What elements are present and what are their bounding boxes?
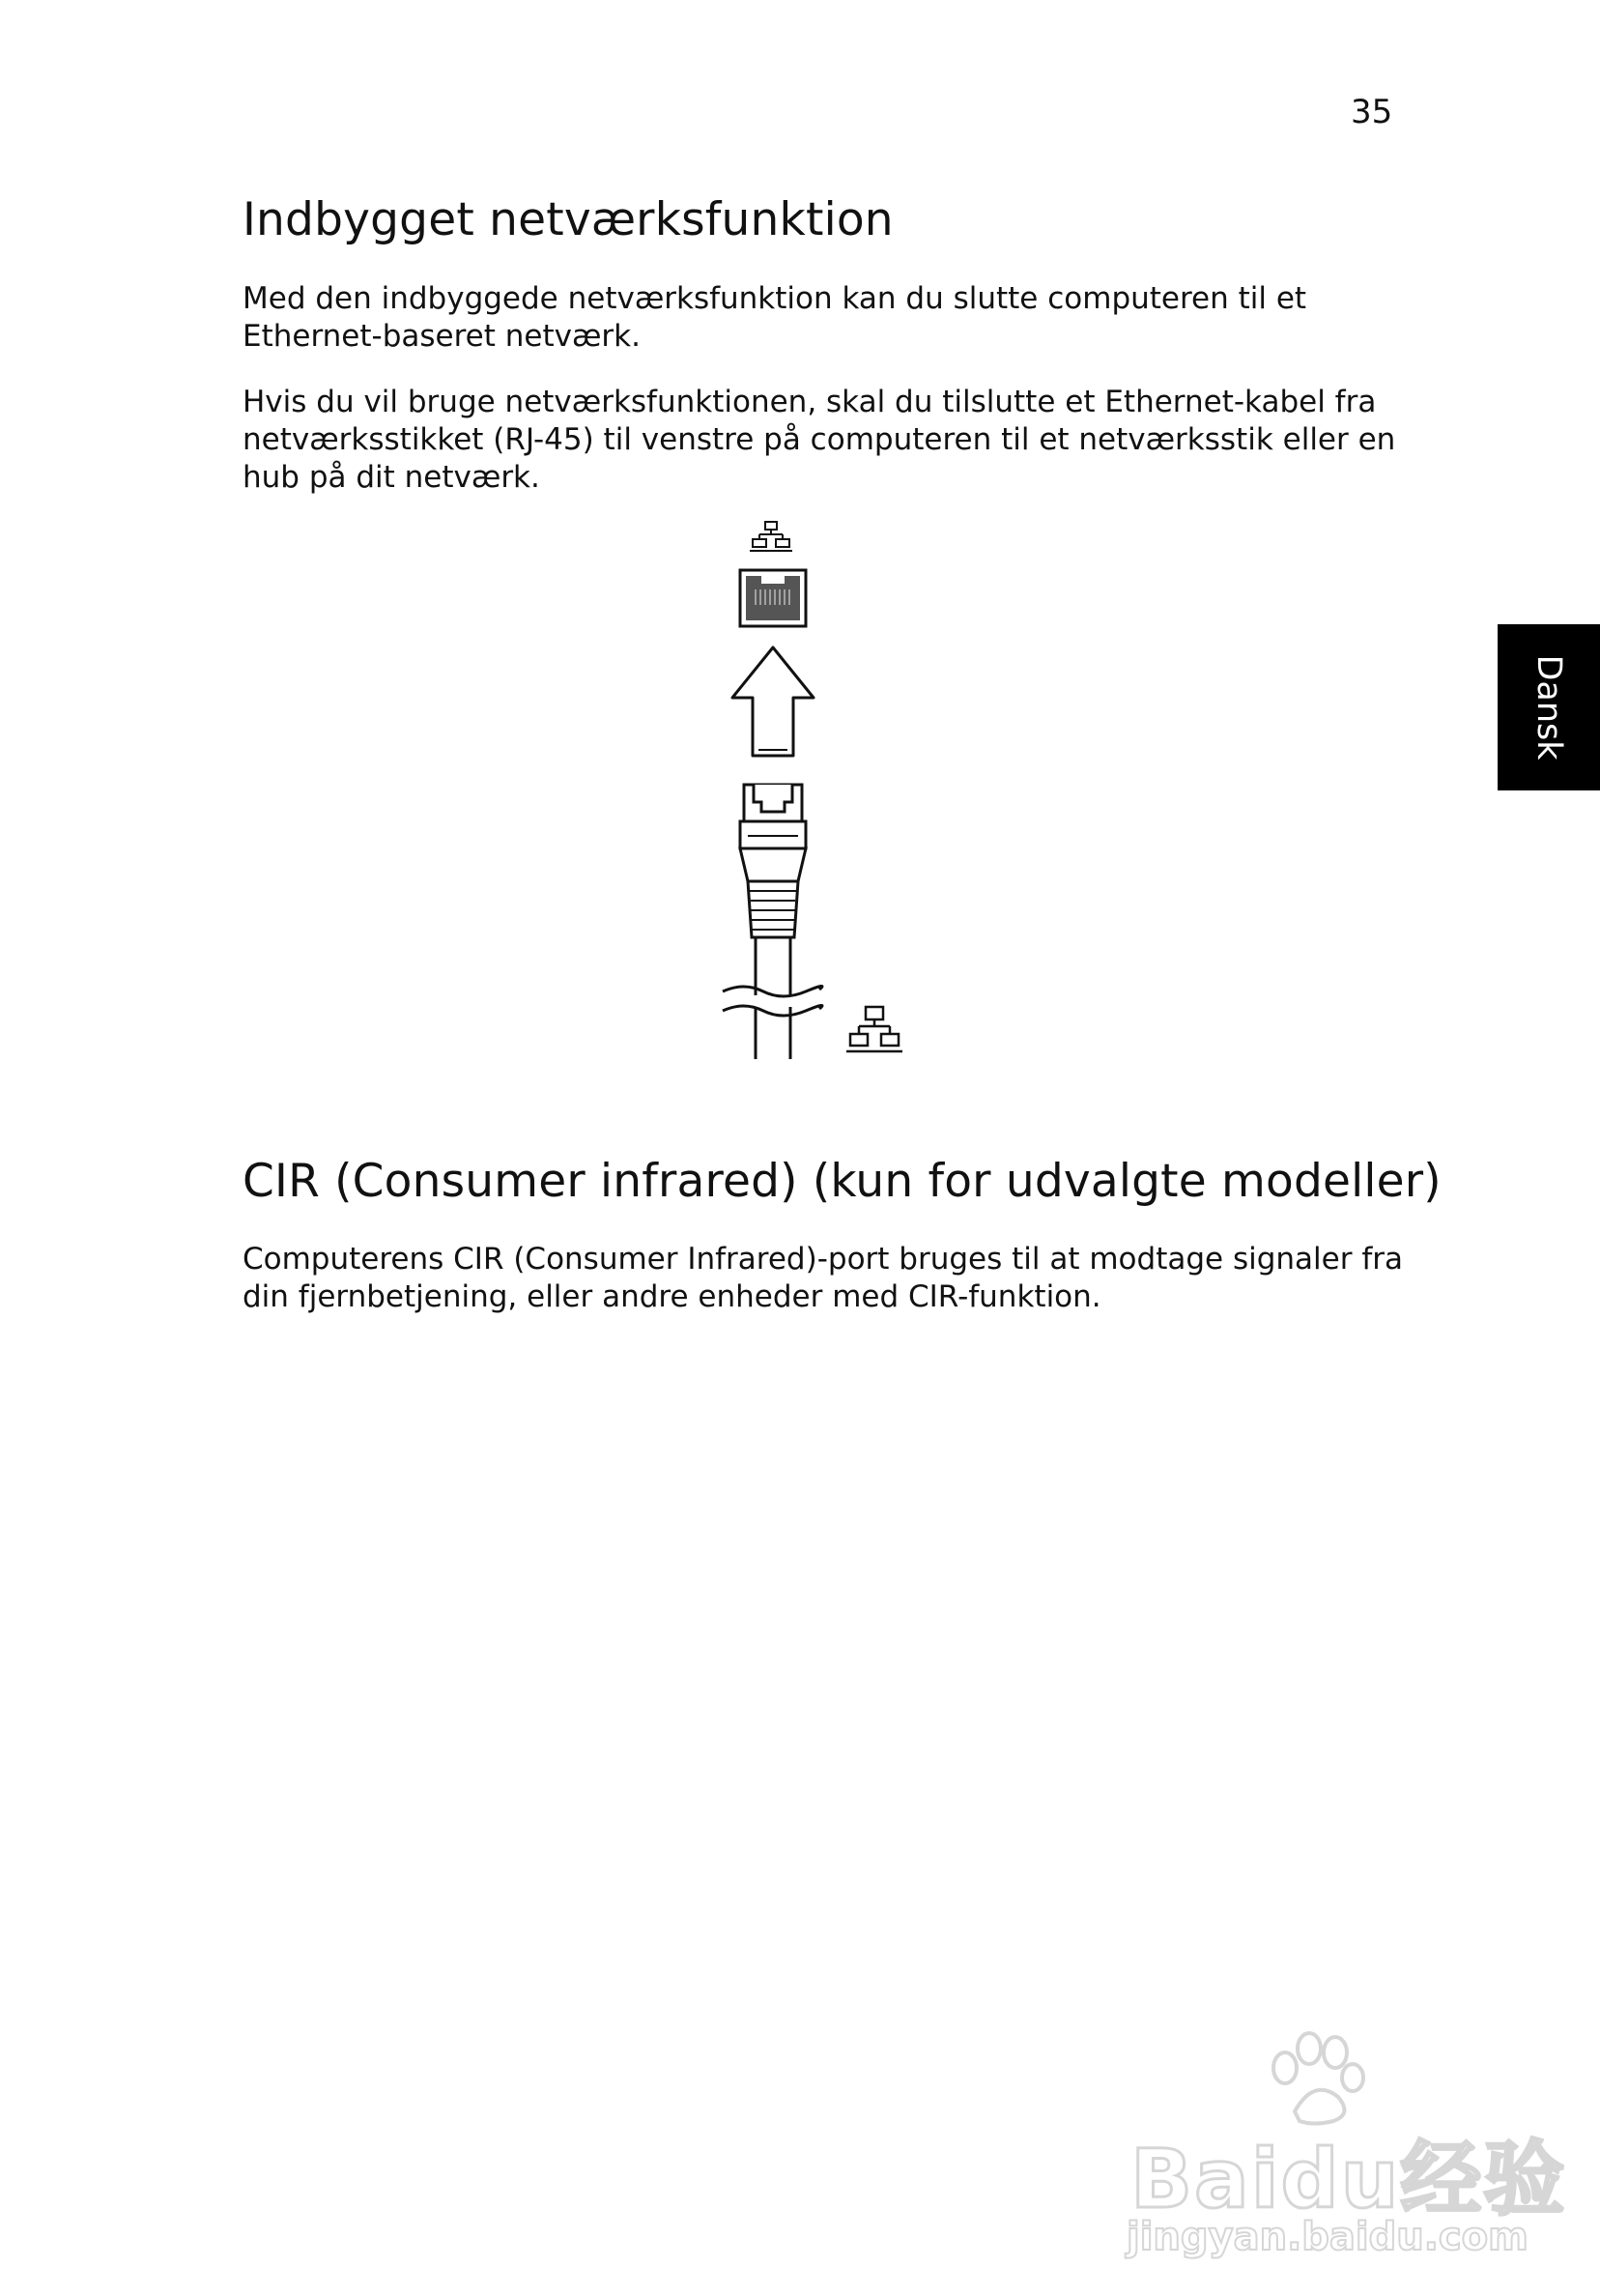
up-arrow-icon bbox=[732, 647, 814, 756]
paragraph-network-intro bbox=[243, 280, 1402, 356]
text-line: din fjernbetjening, eller andre enheder med CIR-funktion. bbox=[243, 1279, 1101, 1314]
network-icon bbox=[750, 522, 792, 551]
cable-break-icon bbox=[723, 937, 822, 1059]
rj45-port-icon bbox=[740, 570, 806, 626]
watermark-brand: Baidu经验 bbox=[1130, 2132, 1567, 2226]
text-line: Computerens CIR (Consumer Infrared)-port bruges til at modtage signaler fra bbox=[243, 1242, 1403, 1277]
rj45-plug-icon bbox=[740, 785, 806, 937]
baidu-watermark bbox=[1121, 2029, 1567, 2261]
section-heading-network: Indbygget netværksfunktion bbox=[243, 193, 894, 246]
network-icon bbox=[846, 1007, 902, 1051]
watermark-url: jingyan.baidu.com bbox=[1127, 2215, 1529, 2259]
paw-icon bbox=[1256, 2029, 1372, 2126]
section-heading-cir: CIR (Consumer infrared) (kun for udvalgte modeller) bbox=[243, 1155, 1442, 1208]
text-line: netværksstikket (RJ-45) til venstre på computeren til et netværksstik eller en bbox=[243, 422, 1396, 457]
text-line: hub på dit netværk. bbox=[243, 460, 540, 495]
page-number: 35 bbox=[1351, 93, 1393, 131]
paragraph-network-usage bbox=[243, 384, 1402, 497]
language-tab-label: Dansk bbox=[1529, 654, 1568, 761]
ethernet-connection-figure bbox=[705, 512, 937, 1063]
paragraph-cir bbox=[243, 1241, 1402, 1316]
text-line: Med den indbyggede netværksfunktion kan du slutte computeren til et bbox=[243, 281, 1307, 316]
language-tab bbox=[1498, 624, 1600, 790]
text-line: Ethernet-baseret netværk. bbox=[243, 319, 641, 354]
text-line: Hvis du vil bruge netværksfunktionen, skal du tilslutte et Ethernet-kabel fra bbox=[243, 385, 1377, 419]
